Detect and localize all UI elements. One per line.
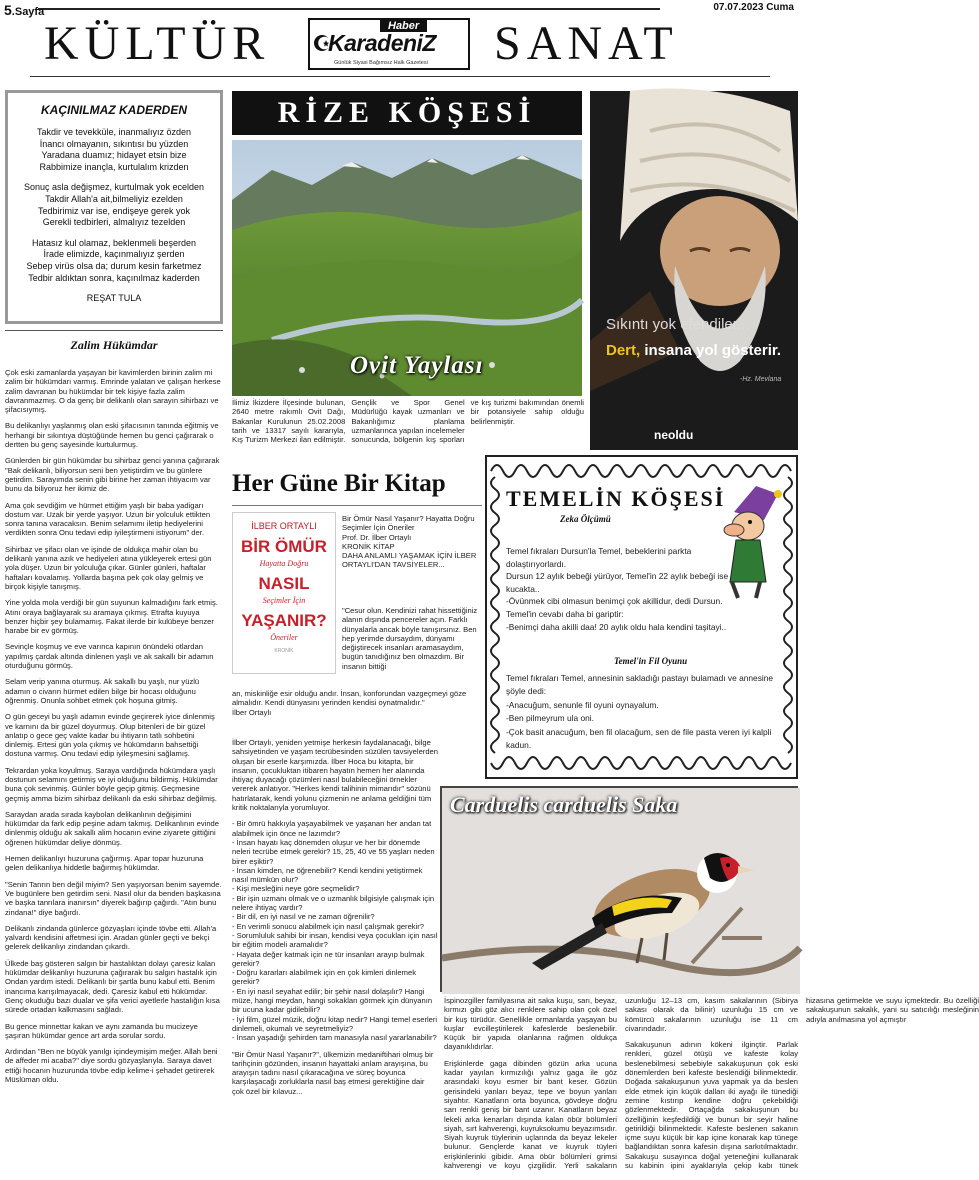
section-word-right: SANAT [494,17,679,70]
paragraph: Sihirbaz ve şifacı olan ve işinde de oldukça mahir olan bu delikanlı yanına azık ve hediyeleri atına yükleyerek ertesi gün yola düşer. Uzun bir yolculuğa çıkar. Günler günleri, haftalar haftaları kovalamış. Yollarda başına pek çok olay gelmiş ve birçok kişiyle tanışmış. [5,544,212,591]
paragraph: Tekrardan yoka koyulmuş. Saraya vardığında hükümdara yaşlı dostunun selamını getirmiş ve iyi olduğunu bildirmiş. Hükümdar buna çok sevinmiş. Günler böyle geçip gitmiş. Geçmesine geçmiş amma bizim sihirbaz delikanlı da eski sihirbaz değilmiş. [5,765,218,803]
book-section-title: Her Güne Bir Kitap [232,470,446,497]
header-top-rule [38,8,660,10]
poem-stanza: Sonuç asla değişmez, kurtulmak yok ecelden Takdir Allah'a ait,bilmeliyiz ezelden Tedbirimiz var ise, endişeye gerek yok Gerekli tedbirleri, almalıyız tezelden [23,182,205,228]
paragraph: Çok eski zamanlarda yaşayan bir kavimlerden birinin zalim mi zalim bir hükümdarı varmış. Emrinde yalatan ve çalışan herkese zalim davranan bu hükümdar bir tek kişiye fazla zalim davranmazmış. O da genç bir delikanlı olan sarayın sihirbazı ve şifacısıymış. [5,368,221,415]
logo-main: KaradeniZ [328,30,436,56]
divider [5,330,223,331]
book-cover [232,512,336,674]
paragraph: Selam verip yanına oturmuş. Ak sakallı bu yaşlı, nur yüzlü adamın o civarın hürmet edilen bilge bir hocası olduğunu öğrenmiş. Onunla sohbet etmek çok hoşuna gitmiş. [5,677,200,705]
fil-joke-text: Temel fıkraları Temel, annesinin sakladığı pastayı bulamadı ve annesine şöyle dedi: -Anacuğum, senunle fil oyuni oynayalum. -Ben pilmeyrum ula oni. -Çok basit anacuğum, ben fil olacağum, sen de file pasta veren iyi kalpli kadun. [506,673,774,751]
paragraph: Ama çok sevdiğim ve hürmet ettiğim yaşlı bir baba yadigarı dostum var. Uzak bir yerde yaşıyor. Uzun bir yolculuk ettikten sonra tanına varacaksın. Benim selamımı iletip hediyelerini verdikten sonra Onu tedavi edip iyileştirmeni istiyorum" der. [5,500,211,538]
paragraph: "Senin Tanrın ben değil miyim? Sen yaşıyorsan benim sayemde. Ve bugünlere ben getirdim seni. Nasıl olur da benden başkasına ve başka tanrılara inanırsın" diyerek bağırıp çağırdı. "Atın bunu zindana!" diye bağırdı. [5,879,222,917]
paragraph: "Bir Ömür Nasıl Yaşanır?", ülkemizin medaniftihari olmuş bir tarihçinin gözünden, insanın hayattaki anlam arayışına, bu arayışın tadını nasıl çıkaracağına ve süreç boyunca karşılaşacağı zorluklarla nasıl baş etmesi gerektiğine dair çok özel bir kılavuz... [232,1049,434,1096]
ad-signature: -Hz. Mevlana [740,376,782,383]
book-body [232,738,438,1178]
book-quote: "Cesur olun. Kendinizi rahat hissettiğiniz alanın dışında pencereler açın. Farklı dünyalarla ancak böyle tanışırsınız. Ben hep yerimde dursaydım, dünyamı değiştirecek insanları aramasaydım, bugün tanıdığınız ben olmazdım. Bir insanın bittiği [342,606,478,671]
newspaper-logo [308,18,470,70]
cover-script: Seçimler İçin [262,596,306,605]
paragraph: - Bir ömrü hakkıyla yaşayabilmek ve yaşanan her andan tat alabilmek için önce ne lazımdır? - İnsan hayatı kaç dönemden oluşur ve her bir dönemde neleri tecrübe etmek gerekir? 15, 25, 40 ve 55 yaşları neden birer eşiktir? - İnsan kimden, ne öğrenebilir? Kendi kendini yetiştirmek nasıl mümkün olur? - Kişi mesleğini neye göre seçmelidir? - Bir işin uzmanı olmak ve o uzmanlık bilgisiyle çalışmak için nelere ihtiyaç vardır? - Bir dil, en iyi nasıl ve ne zaman öğrenilir? - En verimli sonucu alabilmek için nasıl çalışmak gerekir? - Sorumluluk sahibi bir insan, kendisi veya çocukları için nasıl bir eğitim modeli aramalıdır? - Hayata değer katmak için ne tür insanları arayıp bulmak gerekir? - Doğru kararları alabilmek için en çok kimleri dinlemek gerekir? - En iyi nasıl seyahat edilir; bir şehir nasıl dolaşılır? Hangi müze, hangi meydan, hangi sokakları görmek için dünyanın bir ucuna kadar gidilebilir? - İyi film, güzel müzik, doğru kitap nedir? Hangi temel eserleri dinlemeli, okumalı ve seyretmeliyiz? - İnsan yaşadığı şehirden tam manasıyla nasıl yararlanabilir? [232,819,438,1043]
rize-section-title: RİZE KÖŞESİ [232,91,582,135]
story-body [5,368,223,1178]
paragraph: Ülkede baş gösteren salgın bir hastalıktan dolayı çaresiz kalan hükümdar delikanlıyı huzuruna çağırarak bu salgın hastalık için Ondan yardım istedi. Delikanlı bir şartla bunu kabul etti. Benim inancıma karışılmayacak, dedi. Çaresiz kabul etti hükümdar. Genç okuduğu bazı dualar ve şifa verici ayetlerle hastalığın kısa sürede ortadan kalkmasını sağladı. [5,958,220,1015]
paragraph: İspinozgiller familyasına ait saka kuşu, sarı, beyaz, kırmızı gibi göz alıcı renklere sahip olan çok özel bir kuş türüdür. Genellikle ormanlarda yaşayan bu kuşlar evcilleştirilerek kafeslerde beslenebilir. Küçük bir yapıda olanlarına rağmen oldukça dayanıklıdırlar. [444,996,617,1052]
header-bottom-rule [30,76,770,77]
paragraph: Bu delikanlıyı yaşlanmış olan eski şifacısının tanında eğitmiş ve herhangi bir sıkıntıya düştüğünde hemen bu genci çağırarak o dertten bu genç sayesinde kurtulurmuş. [5,421,219,450]
ad-line2: Dert, insana yol gösterir. [606,342,782,359]
paragraph: Sakakuşunun adının kökeni ilginçtir. Parlak renkleri, güzel ötüşü ve kafeste kolay beslenebilmesi sebebiyle sakakuşunun çok eski dönemlerden beri kafeste beslendiği bilinmektedir. Doğada sakakuşunun yuva yapmak ya da beslen elde etmek için küçük dalları iki ayağı ile tünediği zemine kıstırıp kendine doğru çekebildiği gözlenmektedir. Ortaçağda sakakuşunun bu özelliğinin keşfedildiği ve bunun bir seyir haline getirildiği bilinmektedir. Kafeste beslenen sakanın içme suyu küçük bir kap içine konarak kap tünege bağlandıktan sonra kafesin dışına sarkıtılmaktadır. Sakakuşu susayınca doğal yeteneğini kullanarak su kabinin ipini ayaklarıyla çekip kabı tünek hizasına getirmekte ve suyu içmektedir. Bu özelliği sakakuşunun sakalık, yani su satıcılığı mesleğinin adıyla anılmasına yol açmıştır [625,996,979,1171]
mevlana-ad [590,91,798,450]
photo-caption: Ovit Yaylası [350,352,484,379]
paragraph: İlber Ortaylı, yeniden yetmişe herkesin faydalanacağı, bilge sahsiyetinden ve yaşam tecrübesinden süzülen tavsiyelerden oluşan bir eserle karşımızda. İlber Hoca bu kitapta, bir insanın, çocukluktan itibaren hayatın hemen her alanında ihtiyaç duyacağı çözümleri nasıl bulabileceğini örnekler vererek anlatıyor. "Herkes kendi talihinin mimarıdır" sözünü hatırlatarak, kendi yolunu çizmenin ne anlama geldiğini tüm kritik noktalarıyla yorumluyor. [232,738,438,813]
paragraph: İlimiz İkizdere İlçesinde bulunan, 2640 metre rakımlı Ovit Dağı, Bakanlar Kurulunun 25.02.2008 tarih ve 13317 sayılı kararıyla, Kış Turizm Merkezi ilan edilmiştir. Gençlik ve Spor Genel Müdürlüğü kayak uzmanları ve Bakanlığımız planlama uzmanlarınca yapılan incelemeler sonucunda, bölgenin kış sporları ve kış turizmi bakımından önemli bir potansiyele sahip olduğu belirlenmiştir. [232,398,584,445]
book-quote-rest: an, miskinliğe esir olduğu andır. İnsan, konforundan vazgeçmeyi göze almalıdır. Kendi dünyasını yerinden kendisi oynatmalıdır." İlber Ortaylı [232,689,467,717]
cover-publisher: KRONİK [274,648,294,654]
paragraph: Bu gence minnettar kakan ve aynı zamanda bu mucizeye şaşıran hükümdar gence art arda sorular sordu. [5,1021,198,1040]
temel-section-title: TEMELİN KÖŞESİ [506,486,726,511]
logo-top: Haber [380,20,427,32]
cover-title: NASIL [258,574,310,593]
paragraph: Yine yolda mola verdiği bir gün suyunun kalmadığını fark etmiş. Atını oraya bağlayarak su aramaya çıkmış. Etrafta kuyuya benzer hiçbir şey bulamamış. Fakat ilerde bir kulübeye benzer harabe bir ev görmüş. [5,598,218,636]
section-word-left: KÜLTÜR [44,17,271,70]
ad-line1: Sıkıntı yok efendiler... [606,316,750,333]
temel-joke-text: Temel fıkraları Dursun'la Temel, bebeklerini parkta dolaştırıyorlardı. Dursun 12 aylık bebeği yürüyor, Temel'in 22 aylık bebeği ise kucakta.. -Övünmek cibi olmasun benimçi çok akillidur, dedi Dursun. Temel'in cevabı daha bi gariptir: -Benimçi daha akilli daa! 20 aylık oldu hala kendini taşitayi.. [506,546,729,632]
issue-date: 07.07.2023 Cuma [713,2,794,13]
cover-author: İLBER ORTAYLI [251,521,317,531]
paragraph: Ardından "Ben ne büyük yanılgı içindeymişim meğer. Allah beni de affeder mi acaba?" diye sordu gözyaşlarıyla. Saraya davet ettiği hocanın huzurunda tövbe edip kelime-i şehadet getirerek Müslüman oldu. [5,1047,218,1084]
cover-script: Hayatta Doğru [259,559,309,568]
poem-author: REŞAT TULA [86,293,142,304]
divider [232,505,482,506]
paragraph: Saraydan arada sırada kaybolan delikanlının değişimini hükümdar da fark edip peşine adam takmış. Delikanlının evinde dinlenmiş olduğu ak sakallı alim hocanın evine ziyarete gittiğini öğrenen hükümdar deliye dönmüş. [5,809,220,847]
poem-stanza: Hatasız kul olamaz, beklenmeli beşerden İrade elimizde, kaçınmalıyız şerden Sebep virüs olsa da; durum kesin farketmez Tedbir aldıktan sonra, kaçınılmaz kaderden [26,237,202,283]
paragraph: O gün geceyi bu yaşlı adamın evinde geçirerek iyice dinlenmiş ve karnını da bir güzel doyurmuş. Olup bitenleri de bir güzel anlatıp o gece geç vakte kadar bu ihtiyarın tatlı sohbetini dinlemiş. Ertesi gün yola çıkmış ve hükümdarın bahsettiği dostuna varmış. Onu tedavi edip iyileşmesini sağlamış. [5,712,215,759]
ad-brand-logo: neoldu [654,428,694,442]
cover-title: YAŞANIR? [241,611,327,630]
paragraph: Delikanlı zindanda günlerce gözyaşları içinde tövbe etti. Allah'a yalvardı kendisini affetmesi için. Aradan günler geçti ve bekçi gelerek delikanlıyı zindandan çıkardı. [5,923,217,952]
cover-title: BİR ÖMÜR [241,537,327,556]
book-info: Bir Ömür Nasıl Yaşanır? Hayatta Doğru Seçimler İçin Öneriler Prof. Dr. İlber Ortaylı KRONİK KİTAP DAHA ANLAMLI YAŞAMAK İÇİN İLBER ORTAYLI'DAN TAVSİYELER... [342,514,477,570]
temel-joke-title: Zeka Ölçümü [560,514,611,524]
logo-subtitle: Günlük Siyasi Bağımsız Halk Gazetesi [334,60,428,66]
fil-joke-title: Temel'in Fil Oyunu [614,656,688,666]
cover-script: Öneriler [270,633,298,642]
paragraph: Erişkinlerde gaga dibinden gözün arka ucuna kadar yayılan kırmızılığı yalnız gaga ile göz arasındaki koyu esmer bir bant keser. Gözün gerisindeki yanları beyaz, tepe ve boyun yanları siyahtır. Kanatların orta boyunca, gövdeye doğru sarı renkli geniş bir bant uzanır. Kanatların beyaz lekeli arka kenarları dışında kalan öbür bölümleri siyah, sırt kahverengi, kuyruksokumu beyazımsıdır. Siyah kuyruk tüylerinin uçlarında da beyaz lekeler bulunur. Gençlerde kanat ve kuyruk tüyleri erişkinlerinki gibidir. Ama öbür bölümleri grimsi kahverengi ve koyu çizgilidir. Yerli sakaların uzunluğu 12–13 cm, kasım sakalarının (Sibirya sakası olarak da bilinir) uzunluğu 15 cm ve kömürcü sakalarının uzunluğu ise 11 cm civarındadır. [444,996,798,1171]
page-number: 5.Sayfa [4,2,45,18]
bird-article [444,996,979,1178]
crescent-star-icon [313,32,329,54]
poem-title: KAÇINILMAZ KADERDEN [41,103,187,117]
paragraph: Sevinçle koşmuş ve eve varınca kapının önündeki otlardan yapılmış çardak altında dinlenen yaşlı ve ak sakallı bir adamın oturduğunu görmüş. [5,642,214,671]
paragraph: Günlerden bir gün hükümdar bu sihirbaz genci yanına çağırarak "Bak delikanlı, biliyorsun seni ben yetiştirdim ve bu günlere getirdim. Sarayımda senin gibi birine her zaman ihtiyacım var bunu da biliyoruz her ikimiz de. [5,456,220,494]
paragraph: Hemen delikanlıyı huzuruna çağırmış. Apar topar huzuruna gelen delikanlıya hiddetle bağırmış hükümdar. [5,854,204,873]
bird-section-title: Carduelis carduelis Saka [450,792,678,817]
story-title: Zalim Hükümdar [70,338,158,352]
poem-stanza: Takdir ve tevekküle, inanmalıyız özden İnancı olmayanın, sıkıntısı bu yüzden Yaradana duamız; hidayet etsin bize Rabbimize inançla, kurtulalım krizden [36,127,192,172]
poem-box [5,90,223,324]
